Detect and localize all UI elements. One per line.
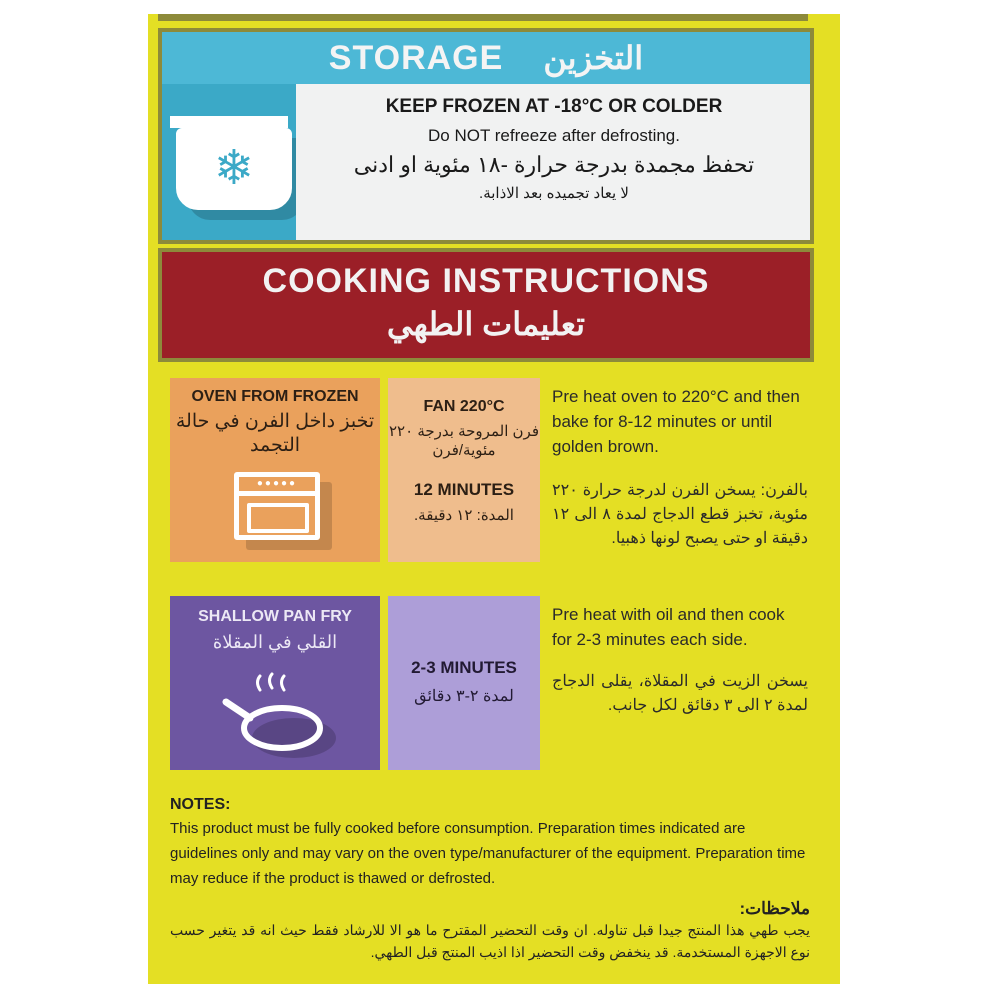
oven-settings-panel	[388, 378, 540, 562]
oven-time: 12 MINUTES	[413, 480, 515, 499]
cooking-title-en: COOKING INSTRUCTIONS	[262, 262, 710, 300]
oven-control-bar	[239, 491, 315, 496]
freezer-snowflake-icon	[162, 84, 296, 240]
keep-frozen-line: KEEP FROZEN AT -18°C OR COLDER	[385, 96, 723, 117]
pan-description	[552, 602, 808, 718]
oven-icon	[234, 472, 320, 540]
cooking-title-ar: تعليمات الطهي	[386, 306, 586, 342]
storage-header	[162, 32, 810, 84]
notes-body: This product must be fully cooked before consumption. Preparation times indicated are guidelines only and may vary on the oven type/manufacturer of the equipment. Preparation time may reduce if the product is thawed or defrosted.	[170, 820, 806, 887]
notes-body-ar: يجب طهي هذا المنتج جيدا قبل تناوله. ان وقت التحضير المقترح ما هو الا للارشاد فقط حيث انه قد يتغير حسب نوع الاجهزة المستخدمة. قد ينخفض وقت التحضير اذا اذيب المنتج قبل الطهي.	[170, 922, 810, 960]
pan-title-ar: القلي في المقلاة	[212, 632, 338, 652]
refreeze-warning-ar: لا يعاد تجميده بعد الاذابة.	[479, 185, 629, 202]
freezer-lid-shape	[170, 116, 288, 128]
pan-time-panel	[388, 596, 540, 770]
snowflake-icon: ❄	[213, 140, 255, 196]
notes-heading-ar: ملاحظات:	[739, 899, 810, 918]
notes-section	[170, 796, 810, 963]
pan-description-en: Pre heat with oil and then cook for 2-3 minutes each side.	[552, 605, 785, 649]
oven-description-ar: بالفرن: يسخن الفرن لدرجة حرارة ٢٢٠ مئوية، تخبز قطع الدجاج لمدة ٨ الى ١٢ دقيقة او حتى يصبح لونها ذهبيا.	[552, 482, 808, 547]
top-divider	[158, 14, 808, 21]
instruction-card	[148, 14, 840, 984]
pan-method-panel	[170, 596, 380, 770]
oven-description-en: Pre heat oven to 220°C and then bake for 8-12 minutes or until golden brown.	[552, 387, 800, 456]
refreeze-warning: Do NOT refreeze after defrosting.	[428, 126, 680, 145]
oven-time-ar: المدة: ١٢ دقيقة.	[414, 507, 514, 524]
oven-method-panel	[170, 378, 380, 562]
oven-door-shape	[247, 503, 309, 533]
pan-description-ar: يسخن الزيت في المقلاة، يقلى الدجاج لمدة ٢ الى ٣ دقائق لكل جانب.	[552, 673, 808, 714]
oven-title-ar: تخبز داخل الفرن في حالة التجمد	[175, 411, 375, 456]
pan-title-en: SHALLOW PAN FRY	[198, 608, 352, 625]
cooking-instructions-header	[158, 248, 814, 362]
pan-time: 2-3 MINUTES	[411, 658, 517, 677]
notes-heading: NOTES:	[170, 796, 231, 813]
oven-title-en: OVEN FROM FROZEN	[191, 388, 359, 405]
fan-temperature-ar: فرن المروحة بدرجة ٢٢٠ مئوية/فرن	[389, 423, 539, 459]
oven-description	[552, 384, 808, 551]
freezer-container-shape	[176, 128, 292, 210]
oven-knobs-icon: ●●●●●	[256, 478, 298, 489]
storage-title-ar: التخزين	[543, 40, 644, 76]
storage-text	[298, 84, 810, 240]
storage-title-en: STORAGE	[328, 38, 504, 77]
storage-section	[158, 28, 814, 244]
keep-frozen-line-ar: تحفظ مجمدة بدرجة حرارة -١٨ مئوية او ادنى	[353, 152, 755, 177]
fan-temperature: FAN 220°C	[423, 398, 505, 415]
pan-time-ar: لمدة ٢-٣ دقائق	[414, 688, 514, 705]
frying-pan-icon	[220, 672, 340, 762]
